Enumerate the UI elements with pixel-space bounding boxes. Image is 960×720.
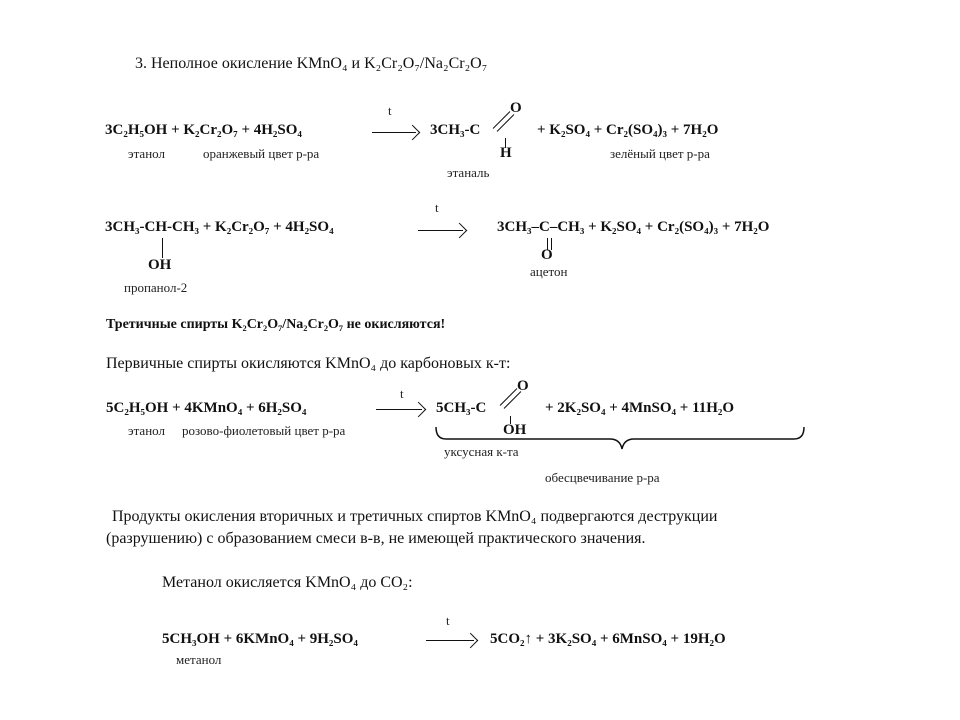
reaction4-arrow bbox=[426, 640, 474, 641]
reaction1-arrow-condition: t bbox=[388, 103, 392, 118]
primary-heading: Первичные спирты окисляются KMnO₄ до карбоновых к-т: bbox=[106, 355, 511, 372]
reaction4-arrow-condition: t bbox=[446, 613, 450, 628]
reaction1-label-ethanal: этаналь bbox=[447, 165, 490, 180]
reaction1-reactants: 3C₂H₅OH + K₂Cr₂O₇ + 4H₂SO₄ bbox=[105, 122, 302, 138]
reaction1-double-bond-2 bbox=[497, 114, 515, 132]
reaction2-label-acetone: ацетон bbox=[530, 264, 568, 279]
reaction2-label-propanol: пропанол-2 bbox=[124, 280, 188, 295]
reaction3-other-products: + 2K₂SO₄ + 4MnSO₄ + 11H₂O bbox=[545, 400, 735, 416]
reaction1-arrow bbox=[372, 132, 416, 133]
reaction2-reactants: 3CH₃-CH-CH₃ + K₂Cr₂O₇ + 4H₂SO₄ bbox=[105, 219, 334, 235]
tertiary-note: Третичные спирты K₂Cr₂O₇/Na₂Cr₂O₇ не окисляются! bbox=[106, 317, 446, 332]
reaction2-hydroxyl: OH bbox=[148, 257, 172, 273]
reaction1-product: 3CH₃-C bbox=[430, 122, 481, 138]
reaction1-aldehyde-o: O bbox=[510, 100, 522, 116]
reaction3-product: 5CH₃-C bbox=[436, 400, 487, 416]
reaction2-ketone-o: O bbox=[541, 247, 553, 263]
reaction1-aldehyde-h: H bbox=[500, 145, 512, 161]
methanol-heading: Метанол окисляется KMnO₄ до CO₂: bbox=[162, 574, 413, 591]
reaction1-label-orange: оранжевый цвет р-ра bbox=[203, 146, 320, 161]
section-heading: 3. Неполное окисление KMnO₄ и K₂Cr₂O₇/Na₂Cr₂O₇ bbox=[135, 55, 488, 72]
reaction3-label-color: розово-фиолетовый цвет р-ра bbox=[182, 423, 346, 438]
paragraph-line-2: (разрушению) с образованием смеси в-в, не имеющей практического значения. bbox=[106, 530, 646, 547]
reaction3-acid-oh: OH bbox=[503, 422, 527, 438]
reaction3-acid-o: O bbox=[517, 378, 529, 394]
reaction2-arrow bbox=[418, 230, 463, 231]
reaction3-arrow bbox=[376, 409, 422, 410]
reaction3-label-acetic-acid: уксусная к-та bbox=[444, 444, 519, 459]
reaction4-products: 5CO₂↑ + 3K₂SO₄ + 6MnSO₄ + 19H₂O bbox=[490, 631, 726, 647]
reaction1-other-products: + K₂SO₄ + Cr₂(SO₄)₃ + 7H₂O bbox=[537, 122, 719, 138]
reaction2-bond-oh bbox=[162, 238, 163, 258]
reaction3-label-decolor: обесцвечивание р-ра bbox=[545, 470, 660, 485]
reaction3-arrow-condition: t bbox=[400, 386, 404, 401]
paragraph-line-1: Продукты окисления вторичных и третичных спиртов KMnO₄ подвергаются деструкции bbox=[112, 508, 718, 525]
reaction4-label-methanol: метанол bbox=[176, 652, 222, 667]
reaction2-products: 3CH₃–C–CH₃ + K₂SO₄ + Cr₂(SO₄)₃ + 7H₂O bbox=[497, 219, 770, 235]
reaction3-double-bond-2 bbox=[504, 391, 522, 409]
reaction4-reactants: 5CH₃OH + 6KMnO₄ + 9H₂SO₄ bbox=[162, 631, 358, 647]
reaction1-label-ethanol: этанол bbox=[128, 146, 165, 161]
reaction2-arrow-condition: t bbox=[435, 200, 439, 215]
reaction3-reactants: 5C₂H₅OH + 4KMnO₄ + 6H₂SO₄ bbox=[106, 400, 307, 416]
reaction3-label-ethanol: этанол bbox=[128, 423, 165, 438]
reaction1-label-green: зелёный цвет р-ра bbox=[610, 146, 710, 161]
